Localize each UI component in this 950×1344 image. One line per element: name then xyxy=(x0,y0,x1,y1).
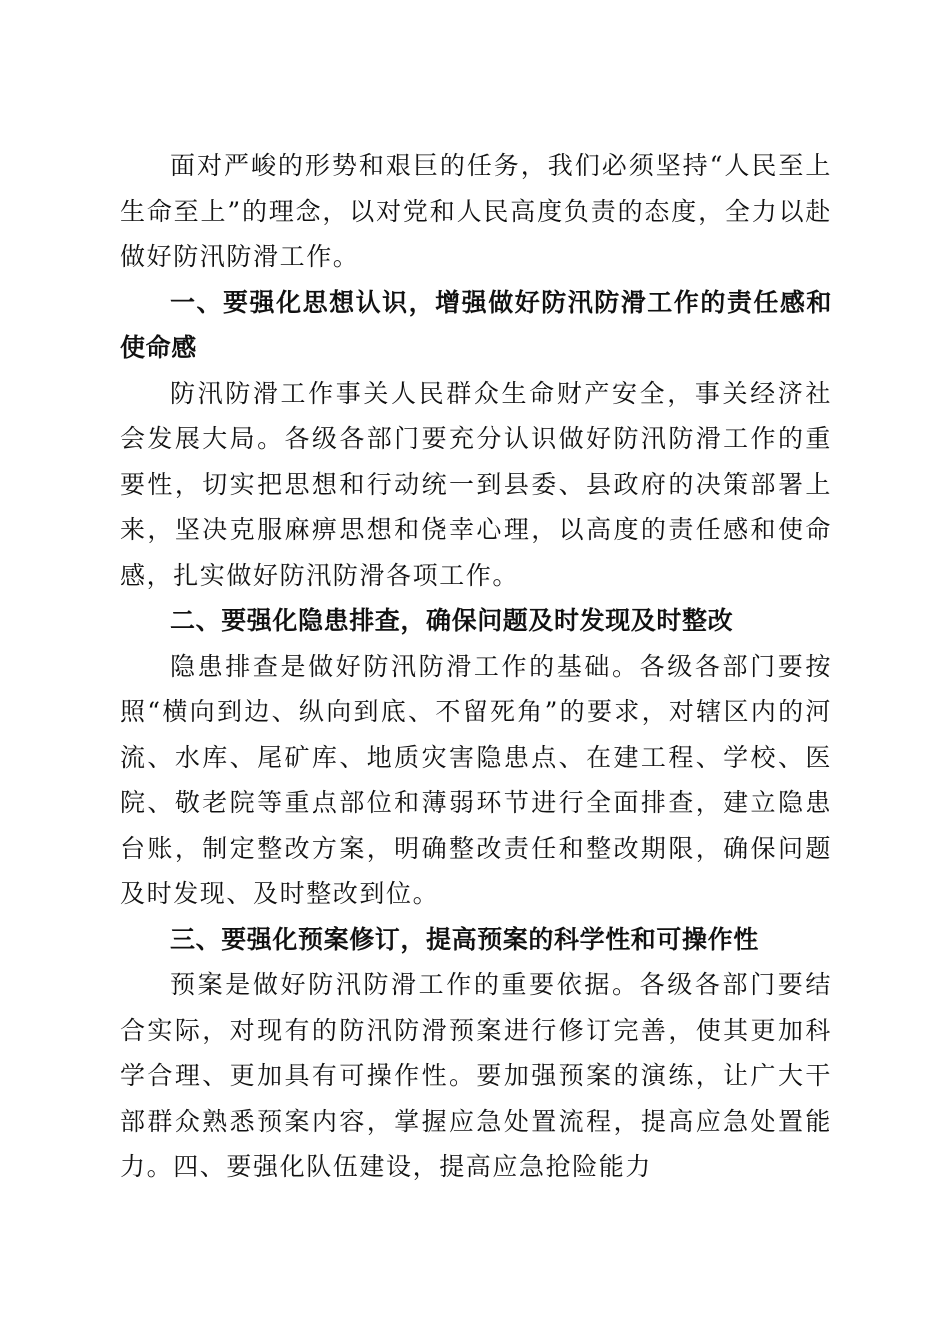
section-heading-2: 二、要强化隐患排查，确保问题及时发现及时整改 xyxy=(170,606,734,635)
section-heading-1: 一、要强化思想认识，增强做好防汛防滑工作的责任感和使命感 xyxy=(120,287,832,362)
intro-paragraph: 面对严峻的形势和艰巨的任务，我们必须坚持“人民至上生命至上”的理念，以对党和人民高度负责的态度，全力以赴做好防汛防滑工作。 xyxy=(120,151,832,271)
document-body xyxy=(120,143,832,1190)
section-paragraph-1: 防汛防滑工作事关人民群众生命财产安全，事关经济社会发展大局。各级各部门要充分认识做好防汛防滑工作的重要性，切实把思想和行动统一到县委、县政府的决策部署上来，坚决克服麻痹思想和侥幸心理，以高度的责任感和使命感，扎实做好防汛防滑各项工作。 xyxy=(120,378,832,590)
section-paragraph-3: 预案是做好防汛防滑工作的重要依据。各级各部门要结合实际，对现有的防汛防滑预案进行修订完善，使其更加科学合理、更加具有可操作性。要加强预案的演练，让广大干部群众熟悉预案内容，掌握应急处置流程，提高应急处置能力。四、要强化队伍建设，提高应急抢险能力 xyxy=(120,970,832,1181)
section-paragraph-2: 隐患排查是做好防汛防滑工作的基础。各级各部门要按照“横向到边、纵向到底、不留死角”的要求，对辖区内的河流、水库、尾矿库、地质灾害隐患点、在建工程、学校、医院、敬老院等重点部位和薄弱环节进行全面排查，建立隐患台账，制定整改方案，明确整改责任和整改期限，确保问题及时发现、及时整改到位。 xyxy=(120,651,832,908)
section-heading-3: 三、要强化预案修订，提高预案的科学性和可操作性 xyxy=(170,924,759,954)
